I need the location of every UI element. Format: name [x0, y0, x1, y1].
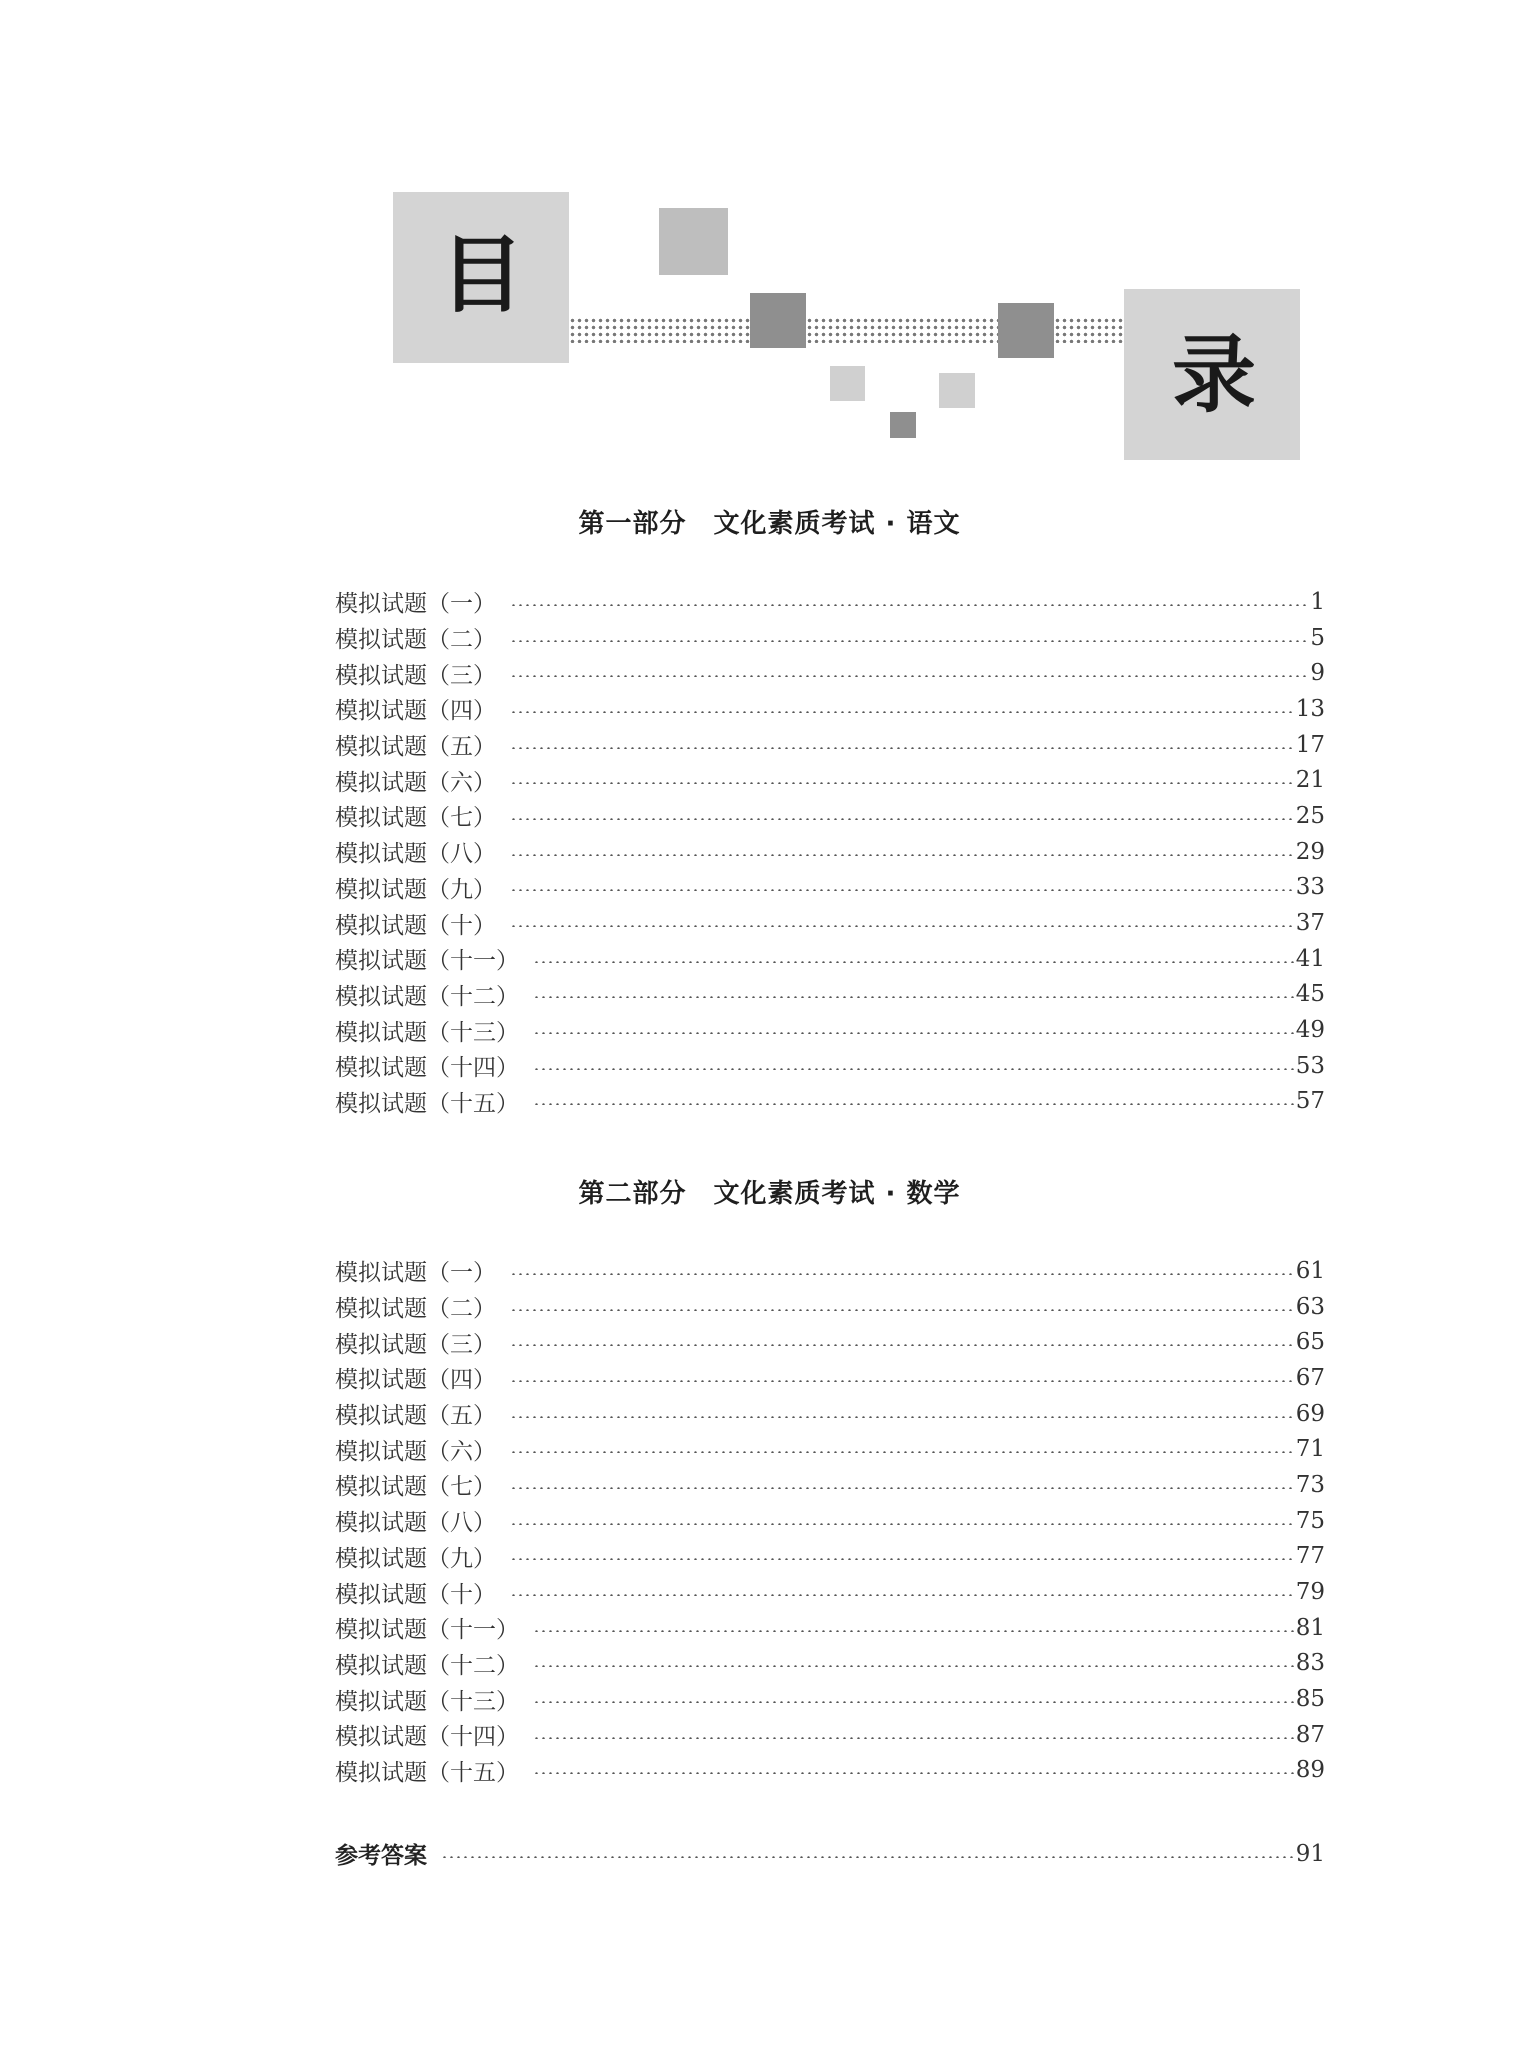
toc-entry-label: 模拟试题（十五） — [335, 1090, 519, 1117]
toc-dot-leader — [533, 1737, 1294, 1739]
toc-entry-label: 模拟试题（八） — [335, 841, 496, 868]
toc-entry-page: 61 — [1295, 1257, 1325, 1284]
toc-entry-label: 模拟试题（十五） — [335, 1759, 519, 1786]
header-char-left: 目 — [440, 226, 525, 324]
toc-dot-leader — [441, 1856, 1294, 1858]
toc-dot-leader — [510, 675, 1308, 677]
toc-entry-page: 41 — [1295, 945, 1325, 972]
toc-entry[interactable] — [335, 1717, 1325, 1753]
toc-entry-page: 45 — [1295, 981, 1325, 1008]
section-title-math: 第二部分 文化素质考试 · 数学 — [578, 1179, 961, 1209]
toc-dot-leader — [510, 1273, 1294, 1275]
toc-dot-leader — [510, 1487, 1294, 1489]
toc-entry-label: 模拟试题（三） — [335, 1331, 496, 1358]
toc-entry[interactable] — [335, 798, 1325, 834]
toc-entry-page: 57 — [1295, 1088, 1325, 1115]
toc-entry[interactable] — [335, 1360, 1325, 1396]
toc-entry[interactable] — [335, 1431, 1325, 1467]
toc-entry-label: 模拟试题（十） — [335, 912, 496, 939]
toc-dot-leader — [533, 1032, 1294, 1034]
toc-entry-page: 83 — [1295, 1650, 1325, 1677]
toc-entry-label: 模拟试题（十三） — [335, 1019, 519, 1046]
toc-dot-leader — [510, 640, 1308, 642]
toc-entry[interactable] — [335, 1646, 1325, 1682]
toc-entry[interactable] — [335, 870, 1325, 906]
toc-entry-page: 75 — [1295, 1507, 1325, 1534]
toc-entry-page: 87 — [1295, 1721, 1325, 1748]
toc-entry-label: 模拟试题（五） — [335, 1403, 496, 1430]
toc-dot-leader — [533, 1630, 1294, 1632]
header-square-light-small-2 — [939, 373, 975, 408]
toc-dot-leader — [533, 1665, 1294, 1667]
toc-entry[interactable] — [335, 727, 1325, 763]
toc-entry[interactable] — [335, 584, 1325, 620]
toc-entry-page: 69 — [1295, 1400, 1325, 1427]
toc-dot-leader — [510, 818, 1294, 820]
toc-dot-leader — [510, 925, 1294, 927]
toc-entry-page: 77 — [1295, 1543, 1325, 1570]
toc-dot-leader — [533, 1068, 1294, 1070]
toc-dot-leader — [510, 711, 1294, 713]
toc-entry-page: 37 — [1295, 910, 1325, 937]
toc-header-graphic — [0, 0, 1539, 470]
toc-entry-label: 模拟试题（六） — [335, 1438, 496, 1465]
header-pattern-strip-2 — [806, 317, 998, 343]
header-square-light-small-1 — [830, 366, 865, 401]
toc-entry-page: 1 — [1310, 588, 1325, 615]
toc-dot-leader — [510, 1451, 1294, 1453]
toc-dot-leader — [510, 1558, 1294, 1560]
toc-entry-label: 模拟试题（九） — [335, 876, 496, 903]
toc-entry-page: 25 — [1295, 802, 1325, 829]
toc-entry[interactable] — [335, 1324, 1325, 1360]
toc-entry-page: 49 — [1295, 1017, 1325, 1044]
toc-entry[interactable] — [335, 1610, 1325, 1646]
toc-entry-page: 29 — [1295, 838, 1325, 865]
toc-entry-label: 模拟试题（二） — [335, 1296, 496, 1323]
toc-entry-label: 模拟试题（八） — [335, 1510, 496, 1537]
toc-dot-leader — [510, 747, 1294, 749]
toc-entry[interactable] — [335, 834, 1325, 870]
toc-dot-leader — [510, 1594, 1294, 1596]
toc-entry-label: 模拟试题（十一） — [335, 1617, 519, 1644]
toc-dot-leader — [510, 604, 1308, 606]
toc-entry-label: 模拟试题（七） — [335, 1474, 496, 1501]
toc-answers — [335, 1836, 1325, 1872]
toc-entry-page: 71 — [1295, 1436, 1325, 1463]
toc-entry-page: 65 — [1295, 1329, 1325, 1356]
header-square-light-top — [659, 208, 728, 275]
toc-entry-page: 21 — [1295, 767, 1325, 794]
header-pattern-strip-3 — [1054, 317, 1124, 343]
toc-entry-page: 33 — [1295, 874, 1325, 901]
toc-entry-label: 模拟试题（十） — [335, 1581, 496, 1608]
toc-entry[interactable] — [335, 1467, 1325, 1503]
toc-entry[interactable] — [335, 1681, 1325, 1717]
toc-entry[interactable] — [335, 941, 1325, 977]
toc-entry-page: 9 — [1310, 660, 1325, 687]
toc-entry[interactable] — [335, 1048, 1325, 1084]
toc-entry-answers[interactable] — [335, 1836, 1325, 1872]
toc-entry[interactable] — [335, 1396, 1325, 1432]
toc-dot-leader — [510, 854, 1294, 856]
toc-entry-label: 模拟试题（十二） — [335, 983, 519, 1010]
toc-entry-page: 91 — [1295, 1840, 1325, 1867]
toc-entry-label: 模拟试题（四） — [335, 698, 496, 725]
toc-entry[interactable] — [335, 1289, 1325, 1325]
toc-entry-page: 73 — [1295, 1471, 1325, 1498]
toc-entry[interactable] — [335, 620, 1325, 656]
toc-entry[interactable] — [335, 1253, 1325, 1289]
toc-entry-page: 13 — [1295, 695, 1325, 722]
toc-entry[interactable] — [335, 905, 1325, 941]
toc-entry[interactable] — [335, 1503, 1325, 1539]
header-square-dark-1 — [750, 293, 806, 348]
header-pattern-strip-1 — [569, 317, 750, 343]
toc-entry[interactable] — [335, 655, 1325, 691]
toc-dot-leader — [510, 1416, 1294, 1418]
toc-entry-page: 53 — [1295, 1052, 1325, 1079]
toc-entry[interactable] — [335, 1084, 1325, 1120]
toc-entry-label: 模拟试题（十三） — [335, 1688, 519, 1715]
toc-entry-page: 85 — [1295, 1686, 1325, 1713]
toc-dot-leader — [533, 1701, 1294, 1703]
toc-entry-label: 模拟试题（五） — [335, 734, 496, 761]
toc-dot-leader — [510, 1309, 1294, 1311]
toc-entry-label: 模拟试题（三） — [335, 662, 496, 689]
toc-entry-label: 模拟试题（四） — [335, 1367, 496, 1394]
toc-entry-page: 5 — [1310, 624, 1325, 651]
toc-entry-label: 模拟试题（九） — [335, 1545, 496, 1572]
toc-entry-label: 模拟试题（十二） — [335, 1652, 519, 1679]
toc-dot-leader — [533, 996, 1294, 998]
toc-entry[interactable] — [335, 762, 1325, 798]
toc-list-math — [335, 1253, 1325, 1788]
toc-list-chinese — [335, 584, 1325, 1119]
toc-entry[interactable] — [335, 691, 1325, 727]
toc-dot-leader — [510, 782, 1294, 784]
toc-entry[interactable] — [335, 1539, 1325, 1575]
toc-entry-label: 模拟试题（一） — [335, 591, 496, 618]
toc-dot-leader — [533, 1772, 1294, 1774]
toc-entry-page: 81 — [1295, 1614, 1325, 1641]
section-title-chinese: 第一部分 文化素质考试 · 语文 — [578, 509, 961, 539]
toc-entry[interactable] — [335, 977, 1325, 1013]
toc-entry-label: 参考答案 — [335, 1843, 427, 1870]
header-square-dark-2 — [998, 303, 1054, 358]
toc-entry[interactable] — [335, 1574, 1325, 1610]
toc-entry[interactable] — [335, 1012, 1325, 1048]
toc-entry-page: 63 — [1295, 1293, 1325, 1320]
toc-dot-leader — [533, 961, 1294, 963]
toc-dot-leader — [510, 1380, 1294, 1382]
header-square-dark-small — [890, 412, 916, 438]
toc-dot-leader — [510, 1344, 1294, 1346]
toc-entry-label: 模拟试题（十四） — [335, 1055, 519, 1082]
toc-entry-label: 模拟试题（一） — [335, 1260, 496, 1287]
toc-entry-label: 模拟试题（六） — [335, 769, 496, 796]
toc-entry-page: 67 — [1295, 1364, 1325, 1391]
toc-entry-label: 模拟试题（十四） — [335, 1724, 519, 1751]
toc-dot-leader — [510, 1523, 1294, 1525]
toc-dot-leader — [533, 1103, 1294, 1105]
toc-entry-page: 79 — [1295, 1579, 1325, 1606]
toc-entry-page: 17 — [1295, 731, 1325, 758]
toc-entry-label: 模拟试题（十一） — [335, 948, 519, 975]
toc-entry[interactable] — [335, 1753, 1325, 1789]
header-char-right: 录 — [1172, 326, 1257, 424]
toc-entry-label: 模拟试题（七） — [335, 805, 496, 832]
toc-entry-page: 89 — [1295, 1757, 1325, 1784]
toc-entry-label: 模拟试题（二） — [335, 627, 496, 654]
toc-dot-leader — [510, 889, 1294, 891]
